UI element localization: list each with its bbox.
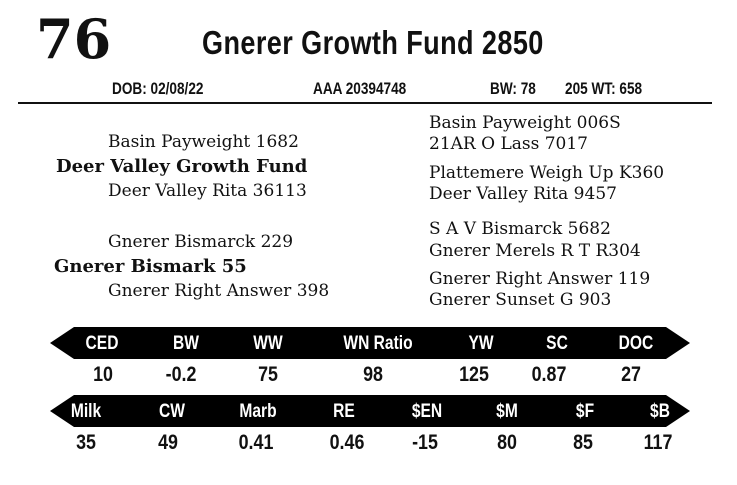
pedigree-right-6: Gnerer Merels R T R304: [429, 241, 641, 261]
epd-header-yw: YW: [468, 333, 494, 354]
epd-value-ced: 10: [93, 363, 113, 386]
epd-value-sc: 0.87: [531, 363, 567, 386]
birth-weight-field: BW: 78: [490, 79, 536, 98]
epd-value-marb: 0.41: [238, 431, 274, 454]
epd-header-f: $F: [575, 401, 595, 422]
epd-header-bw: BW: [173, 333, 199, 354]
pedigree-right-3: Plattemere Weigh Up K360: [429, 163, 665, 183]
epd-value-milk: 35: [76, 431, 96, 454]
sire: Deer Valley Growth Fund: [56, 156, 308, 177]
epd-value-bw: -0.2: [165, 363, 197, 386]
dam-dam: Gnerer Right Answer 398: [108, 281, 330, 301]
pedigree-right-4: Deer Valley Rita 9457: [429, 184, 617, 204]
pedigree-right-5: S A V Bismarck 5682: [429, 219, 611, 239]
epd-value-wn-ratio: 98: [363, 363, 383, 386]
epd-header-m: $M: [496, 401, 518, 422]
weaning-weight-field: 205 WT: 658: [565, 79, 643, 98]
epd-header-en: $EN: [411, 401, 443, 422]
pedigree-right-8: Gnerer Sunset G 903: [429, 290, 612, 310]
epd-header-milk: Milk: [70, 401, 102, 422]
epd-value-f: 85: [573, 431, 593, 454]
epd-header-wn-ratio: WN Ratio: [343, 333, 413, 354]
epd-value-cw: 49: [158, 431, 178, 454]
sire-dam: Deer Valley Rita 36113: [108, 181, 307, 201]
header-divider: [18, 102, 712, 104]
epd-header-marb: Marb: [239, 401, 277, 422]
pedigree-right-2: 21AR O Lass 7017: [429, 134, 588, 154]
animal-name-title: Gnerer Growth Fund 2850: [202, 24, 544, 61]
lot-number: 76: [36, 7, 112, 71]
sire-sire: Basin Payweight 1682: [108, 132, 299, 152]
dam: Gnerer Bismark 55: [54, 256, 247, 277]
pedigree-right-1: Basin Payweight 006S: [429, 113, 621, 133]
epd-value-b: 117: [643, 431, 673, 454]
epd-header-b: $B: [650, 401, 670, 422]
epd-value-re: 0.46: [329, 431, 365, 454]
dam-sire: Gnerer Bismarck 229: [108, 232, 294, 252]
pedigree-right-7: Gnerer Right Answer 119: [429, 269, 651, 289]
registration-number: AAA 20394748: [313, 79, 407, 98]
epd-header-sc: SC: [546, 333, 568, 354]
epd-value-doc: 27: [621, 363, 641, 386]
epd-value-yw: 125: [459, 363, 489, 386]
epd-header-cw: CW: [159, 401, 185, 422]
epd-header-re: RE: [333, 401, 355, 422]
epd-value-ww: 75: [258, 363, 278, 386]
epd-header-doc: DOC: [618, 333, 654, 354]
epd-header-ced: CED: [85, 333, 119, 354]
epd-header-ww: WW: [253, 333, 283, 354]
epd-value-m: 80: [497, 431, 517, 454]
epd-value-en: -15: [412, 431, 438, 454]
dob-field: DOB: 02/08/22: [112, 79, 204, 98]
